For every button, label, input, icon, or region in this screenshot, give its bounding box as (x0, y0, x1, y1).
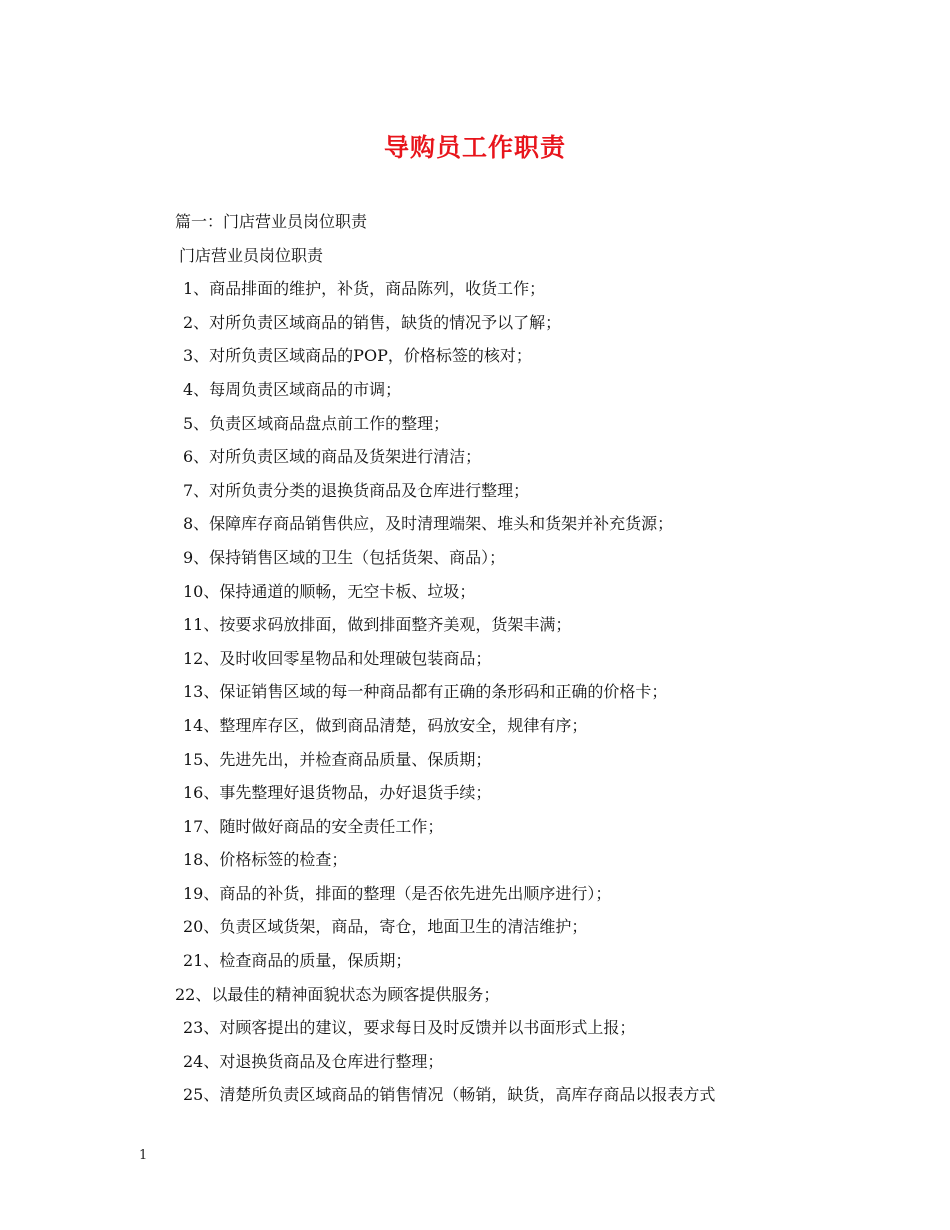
document-body (175, 205, 875, 1112)
list-item: 2、对所负责区域商品的销售，缺货的情况予以了解； (183, 312, 562, 332)
list-item: 12、及时收回零星物品和处理破包装商品； (183, 648, 492, 668)
page-number: 1 (139, 1148, 148, 1163)
list-item: 7、对所负责分类的退换货商品及仓库进行整理； (183, 480, 530, 500)
list-item: 6、对所负责区域的商品及货架进行清洁； (183, 447, 482, 467)
list-item: 21、检查商品的质量，保质期； (183, 951, 412, 971)
list-item: 1、商品排面的维护，补货，商品陈列，收货工作； (183, 279, 546, 299)
list-item: 22、以最佳的精神面貌状态为顾客提供服务； (175, 984, 500, 1004)
list-item: 5、负责区域商品盘点前工作的整理； (183, 413, 450, 433)
list-item: 14、整理库存区，做到商品清楚，码放安全，规律有序； (183, 715, 588, 735)
list-item: 13、保证销售区域的每一种商品都有正确的条形码和正确的价格卡； (183, 682, 668, 702)
subheading: 门店营业员岗位职责 (179, 245, 324, 265)
list-item: 4、每周负责区域商品的市调； (183, 379, 402, 399)
list-item: 23、对顾客提出的建议，要求每日及时反馈并以书面形式上报； (183, 1018, 636, 1038)
section-heading: 篇一：门店营业员岗位职责 (175, 212, 368, 231)
list-item: 16、事先整理好退货物品，办好退货手续； (183, 783, 492, 803)
list-item: 17、随时做好商品的安全责任工作； (183, 816, 444, 836)
list-item: 25、清楚所负责区域商品的销售情况（畅销，缺货，高库存商品以报表方式 (183, 1085, 716, 1105)
list-item: 3、对所负责区域商品的POP，价格标签的核对； (183, 346, 532, 366)
list-item: 24、对退换货商品及仓库进行整理； (183, 1051, 444, 1071)
list-item: 11、按要求码放排面，做到排面整齐美观，货架丰满； (183, 615, 572, 635)
list-item: 19、商品的补货，排面的整理（是否依先进先出顺序进行）； (183, 883, 612, 903)
list-item: 8、保障库存商品销售供应，及时清理端架、堆头和货架并补充货源； (183, 514, 674, 534)
document-title: 导购员工作职责 (383, 133, 566, 162)
list-item: 18、价格标签的检查； (183, 850, 348, 870)
list-item: 15、先进先出，并检查商品质量、保质期； (183, 749, 492, 769)
list-item: 20、负责区域货架，商品，寄仓，地面卫生的清洁维护； (183, 917, 588, 937)
list-item: 10、保持通道的顺畅，无空卡板、垃圾； (183, 581, 476, 601)
list-item: 9、保持销售区域的卫生（包括货架、商品）； (183, 547, 506, 567)
